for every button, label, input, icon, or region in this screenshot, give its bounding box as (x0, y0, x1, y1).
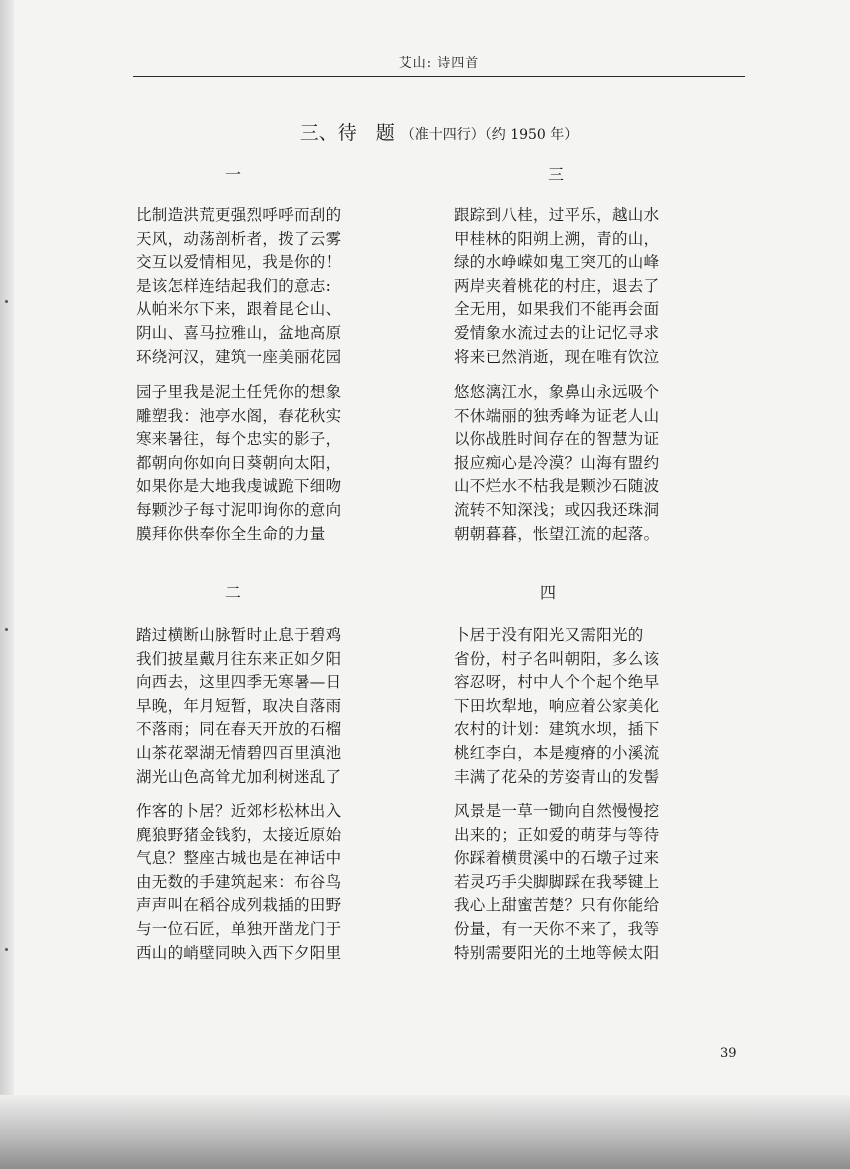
verse-line: 容忍呀，村中人个个起个绝早 (454, 673, 660, 692)
verse-line: 从帕米尔下来，跟着昆仑山、 (136, 300, 342, 319)
verse-line: 比制造洪荒更强烈呼呼而刮的 (136, 206, 342, 224)
verse-line: 环绕河汉，建筑一座美丽花园 (136, 347, 342, 366)
verse-line: 出来的；正如爱的萌芽与等待 (454, 825, 660, 844)
verse-line: 卜居于没有阳光又需阳光的 (454, 626, 644, 644)
verse-line: 作客的卜居？近郊杉松林出入 (136, 802, 342, 820)
page-number: 39 (720, 1046, 737, 1061)
verse-line: 膜拜你供奉你全生命的力量 (136, 524, 326, 543)
verse-line: 份量，有一天你不来了，我等 (454, 919, 660, 938)
verse-line: 阴山、喜马拉雅山，盆地高原 (136, 323, 342, 342)
verse-line: 如果你是大地我虔诚跪下细吻 (136, 477, 342, 496)
scan-left-edge (0, 0, 14, 1169)
verse-line: 两岸夹着桃花的村庄，退去了 (454, 276, 660, 295)
verse-line: 报应痴心是冷漠？山海有盟约 (454, 453, 660, 472)
stanza-2b (136, 800, 376, 965)
verse-line: 以你战胜时间存在的智慧为证 (454, 430, 660, 449)
margin-mark (5, 628, 8, 631)
verse-line: 气息？整座古城也是在神话中 (136, 849, 342, 868)
verse-line: 流转不知深浅；或囚我还珠洞 (454, 500, 660, 519)
verse-line: 每颗沙子每寸泥叩询你的意向 (136, 500, 342, 519)
verse-line: 麂狼野猪金钱豹，太接近原始 (136, 825, 342, 844)
verse-line: 都朝向你如向日葵朝向太阳， (136, 453, 342, 472)
verse-line: 声声叫在稻谷成列栽插的田野 (136, 896, 342, 915)
section-numeral-1: 一 (224, 165, 241, 184)
poem-title (133, 118, 745, 145)
verse-line: 绿的水峥嵘如鬼工突兀的山峰 (454, 253, 660, 272)
verse-line: 你踩着横贯溪中的石墩子过来 (454, 849, 660, 868)
verse-line: 由无数的手建筑起来：布谷鸟 (136, 872, 342, 891)
verse-line: 下田坎犁地，响应着公家美化 (454, 696, 660, 715)
stanza-1b (136, 381, 376, 546)
scan-bottom-shadow (0, 1095, 850, 1169)
verse-line: 寒来暑往，每个忠实的影子， (136, 430, 342, 449)
verse-line: 将来已然消逝，现在唯有饮泣 (454, 347, 660, 366)
section-numeral-3: 三 (547, 165, 564, 184)
verse-line: 若灵巧手尖脚脚踩在我琴键上 (454, 872, 660, 891)
poem-title-subtitle: （准十四行）（约 1950 年） (400, 127, 579, 143)
section-numeral-2: 二 (224, 583, 241, 602)
stanza-2a (136, 624, 376, 789)
poem-title-main: 三、待 题 (299, 122, 395, 144)
verse-line: 朝朝暮暮，怅望江流的起落。 (454, 524, 660, 543)
verse-line: 桃红李白，本是瘦瘠的小溪流 (454, 743, 660, 762)
verse-line: 与一位石匠，单独开凿龙门于 (136, 919, 342, 938)
verse-line: 丰满了花朵的芳姿青山的发髻 (454, 767, 660, 786)
verse-line: 山不烂水不枯我是颗沙石随波 (454, 477, 660, 496)
header-rule (133, 76, 745, 77)
verse-line: 向西去，这里四季无寒暑—日 (136, 673, 342, 692)
verse-line: 跟踪到八桂，过平乐，越山水 (454, 206, 660, 224)
section-numeral-4: 四 (539, 583, 556, 602)
stanza-3a (454, 204, 694, 369)
verse-line: 山茶花翠湖无情碧四百里滇池 (136, 743, 342, 762)
verse-line: 西山的峭壁同映入西下夕阳里 (136, 943, 342, 962)
verse-line: 特别需要阳光的土地等候太阳 (454, 943, 660, 962)
verse-line: 不休端丽的独秀峰为证老人山 (454, 406, 660, 425)
verse-line: 雕塑我：池亭水阁，春花秋实 (136, 406, 342, 425)
verse-line: 农村的计划：建筑水坝，插下 (454, 720, 660, 739)
margin-mark (5, 948, 8, 951)
verse-line: 交互以爱情相见，我是你的！ (136, 253, 342, 272)
verse-line: 甲桂林的阳朔上溯，青的山， (454, 229, 660, 248)
verse-line: 湖光山色高耸尤加利树迷乱了 (136, 767, 342, 786)
verse-line: 早晚，年月短暂，取决自落雨 (136, 696, 342, 715)
stanza-4a (454, 624, 694, 789)
verse-line: 是该怎样连结起我们的意志: (136, 276, 332, 295)
stanza-4b (454, 800, 694, 965)
verse-line: 天风，动荡剖析者，拨了云雾 (136, 229, 342, 248)
margin-mark (5, 300, 8, 303)
verse-line: 爱情象水流过去的让记忆寻求 (454, 323, 660, 342)
verse-line: 悠悠漓江水，象鼻山永远吸个 (454, 383, 660, 401)
verse-line: 全无用，如果我们不能再会面 (454, 300, 660, 319)
verse-line: 不落雨；同在春天开放的石榴 (136, 720, 342, 739)
verse-line: 我心上甜蜜苦楚？只有你能给 (454, 896, 660, 915)
verse-line: 省份，村子名叫朝阳，多么该 (454, 649, 660, 668)
verse-line: 风景是一草一锄向自然慢慢挖 (454, 802, 660, 820)
stanza-1a (136, 204, 376, 369)
verse-line: 踏过横断山脉暂时止息于碧鸡 (136, 626, 342, 644)
running-head: 艾山: 诗四首 (398, 56, 480, 71)
verse-line: 我们披星戴月往东来正如夕阳 (136, 649, 342, 668)
verse-line: 园子里我是泥土任凭你的想象 (136, 383, 342, 401)
stanza-3b (454, 381, 694, 546)
